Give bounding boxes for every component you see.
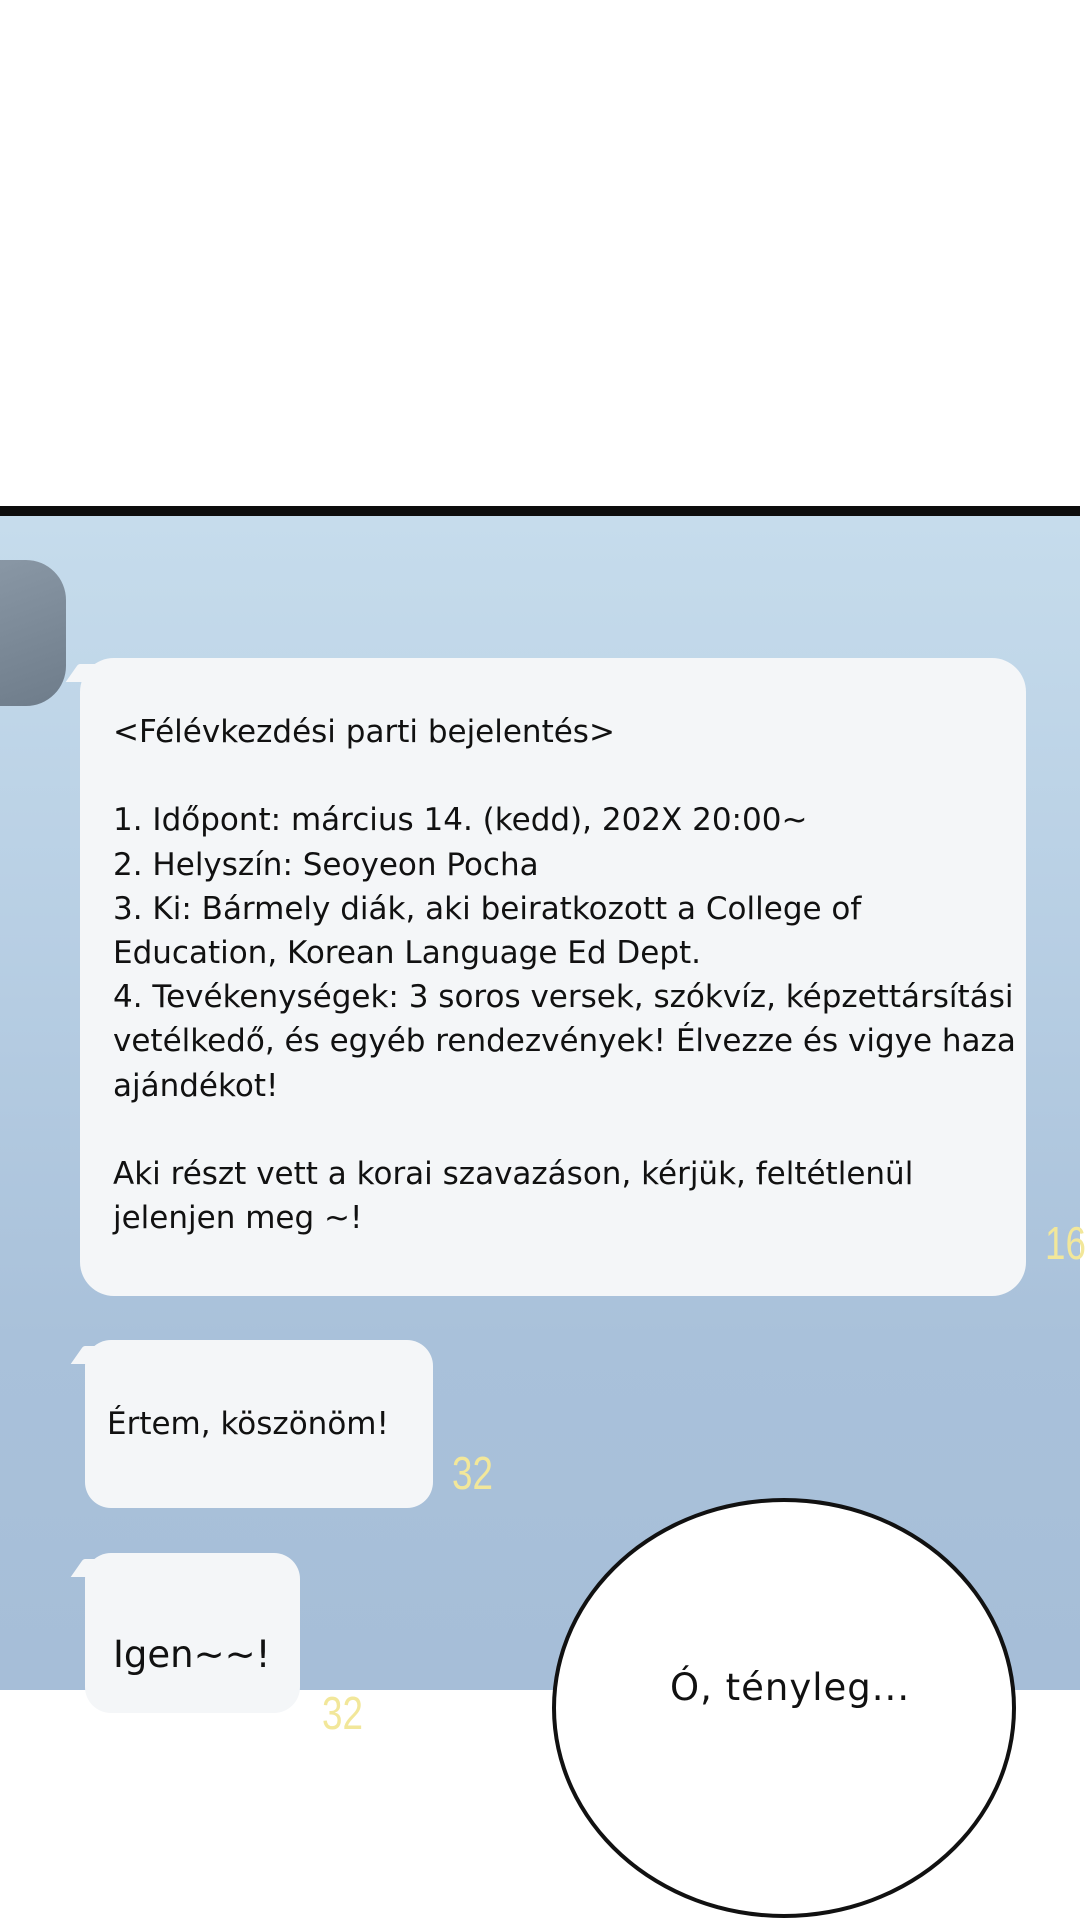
announcement-closing: jelenjen meg ~! bbox=[113, 1200, 363, 1237]
blank-line bbox=[113, 1108, 1000, 1152]
announcement-closing: Aki részt vett a korai szavazáson, kérjük, feltétlenül bbox=[113, 1156, 914, 1192]
chat-panel bbox=[0, 516, 1086, 1739]
announcement-item: 1. Időpont: március 14. (kedd), 202X 20:00~ bbox=[113, 802, 808, 839]
announcement-item: 4. Tevékenységek: 3 soros versek, szókvíz, képzettársítási bbox=[113, 979, 1014, 1016]
unread-count: 32 bbox=[452, 1447, 493, 1499]
avatar[interactable] bbox=[0, 560, 66, 706]
reply-text: Értem, köszönöm! bbox=[107, 1406, 389, 1442]
announcement-item: vetélkedő, és egyéb rendezvények! Élvezze és vigye haza bbox=[113, 1023, 1016, 1060]
unread-count: 16 bbox=[1045, 1217, 1086, 1269]
panel-border bbox=[0, 506, 1080, 516]
announcement-title: <Félévkezdési parti bejelentés> bbox=[113, 714, 615, 750]
reply-text: Igen~~! bbox=[113, 1633, 271, 1676]
announcement-item: Education, Korean Language Ed Dept. bbox=[113, 935, 702, 971]
unread-count: 32 bbox=[322, 1687, 363, 1739]
blank-line bbox=[113, 754, 1000, 798]
announcement-message-bubble[interactable] bbox=[80, 658, 1026, 1296]
speech-text: Ó, tényleg... bbox=[670, 1666, 911, 1709]
blank-top-area bbox=[0, 0, 1080, 506]
announcement-item: 2. Helyszín: Seoyeon Pocha bbox=[113, 846, 539, 883]
announcement-item: ajándékot! bbox=[113, 1067, 279, 1104]
announcement-item: 3. Ki: Bármely diák, aki beiratkozott a College of bbox=[113, 890, 862, 927]
reply-message-bubble[interactable] bbox=[85, 1340, 433, 1508]
reply-message-bubble[interactable] bbox=[85, 1553, 300, 1713]
